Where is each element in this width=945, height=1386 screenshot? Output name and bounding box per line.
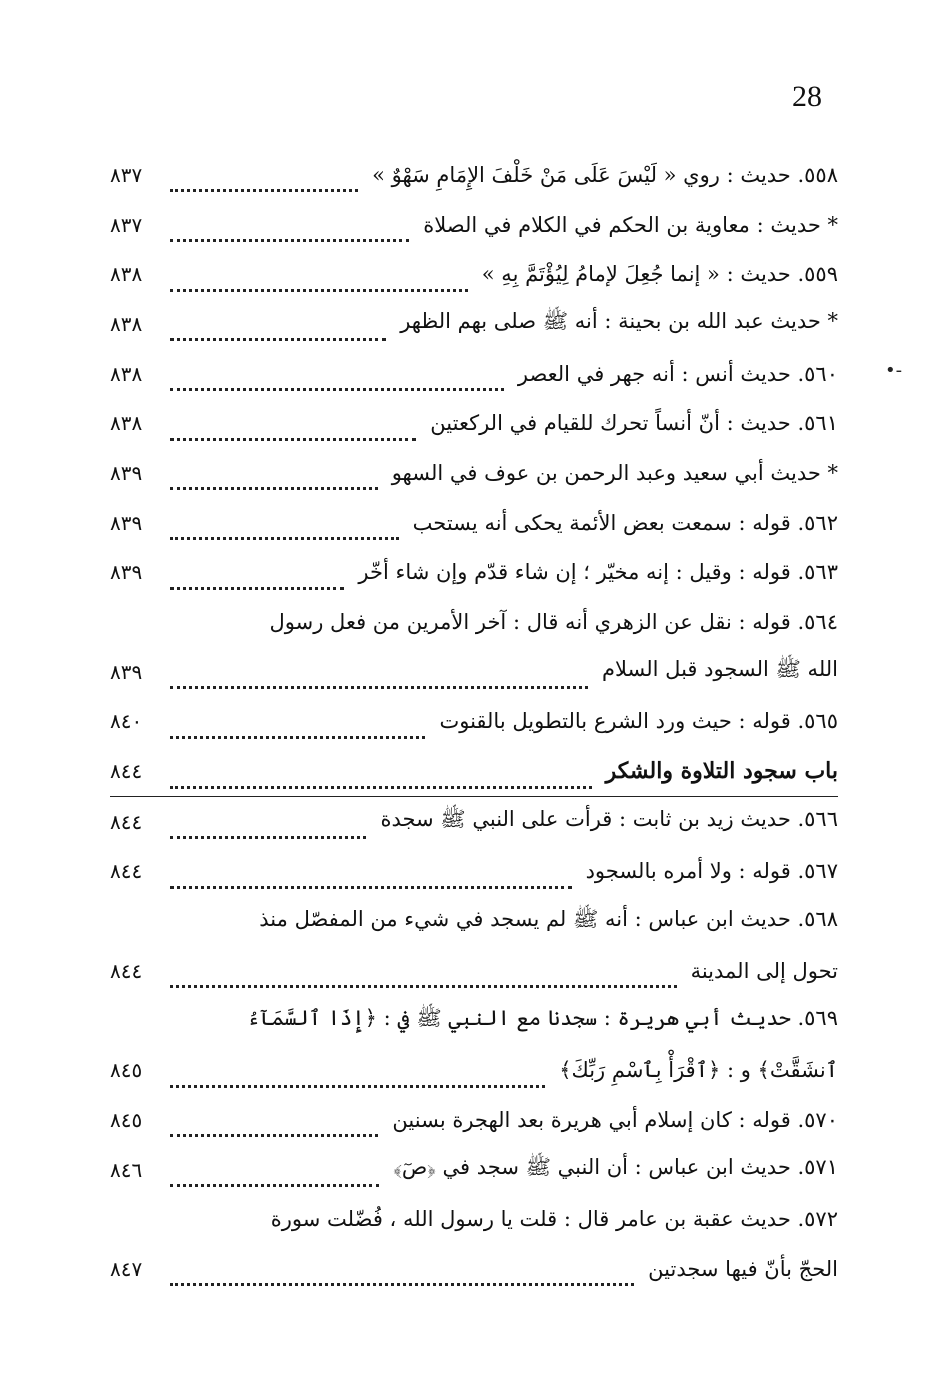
toc-entry bbox=[110, 448, 838, 498]
dot-leader bbox=[170, 666, 588, 689]
toc-entry bbox=[110, 1194, 838, 1244]
dot-leader bbox=[170, 1164, 379, 1187]
toc-page-ref: ٨٤٥ bbox=[110, 1058, 143, 1083]
toc-entry bbox=[110, 896, 838, 946]
toc-page-ref: ٨٣٨ bbox=[110, 411, 143, 436]
dot-leader bbox=[170, 866, 572, 889]
toc-page-ref: ٨٣٨ bbox=[110, 262, 143, 287]
toc-entry bbox=[110, 398, 838, 448]
toc-page-ref: ٨٤٥ bbox=[110, 1107, 143, 1132]
dot-leader bbox=[170, 1263, 634, 1286]
toc-section-heading bbox=[110, 746, 838, 797]
dot-leader bbox=[170, 1114, 378, 1137]
toc-page-ref: ٨٣٨ bbox=[110, 311, 143, 336]
dot-leader bbox=[170, 816, 366, 839]
toc-page-ref: ٨٣٨ bbox=[110, 361, 143, 386]
toc-entry bbox=[110, 1244, 838, 1294]
toc-entry bbox=[110, 1095, 838, 1145]
toc-page-ref: ٨٣٧ bbox=[110, 212, 143, 237]
toc-entry-text: ٱنشَقَّتْ﴾ و : ﴿ٱقْرَأْ بِٱسْمِ رَبِّكَ﴾ bbox=[559, 1058, 838, 1083]
toc-entry-text: باب سجود التلاوة والشكر bbox=[605, 758, 838, 785]
toc-entry bbox=[110, 597, 838, 647]
dot-leader bbox=[170, 965, 677, 988]
toc-entry-text: ٥٦٤. قوله : نقل عن الزهري أنه قال : آخر الأمرين من فعل رسول bbox=[269, 610, 838, 635]
toc-entry bbox=[110, 847, 838, 897]
toc-entry bbox=[110, 797, 838, 847]
toc-page-ref: ٨٣٩ bbox=[110, 460, 143, 485]
toc-entry bbox=[110, 299, 838, 349]
toc-page-ref: ٨٤٤ bbox=[110, 809, 143, 834]
toc-page-ref: ٨٤٤ bbox=[110, 759, 143, 784]
toc-entry bbox=[110, 946, 838, 996]
toc-entry bbox=[110, 150, 838, 200]
toc-entry-text: * حديث أبي سعيد وعبد الرحمن بن عوف في السهو bbox=[391, 460, 838, 485]
dot-leader bbox=[170, 418, 416, 441]
toc-entry bbox=[110, 697, 838, 747]
dot-leader bbox=[170, 269, 468, 292]
toc-entry bbox=[110, 498, 838, 548]
toc-entry-text: تحول إلى المدينة bbox=[690, 958, 838, 983]
toc-entry bbox=[110, 548, 838, 598]
toc-entry-text: ٥٦١. حديث : أنّ أنساً تحرك للقيام في الركعتين bbox=[430, 411, 838, 436]
toc-entry bbox=[110, 249, 838, 299]
toc-page-ref: ٨٤٦ bbox=[110, 1157, 143, 1182]
dot-leader bbox=[170, 766, 592, 789]
toc-page-ref: ٨٣٩ bbox=[110, 659, 143, 684]
toc-page-ref: ٨٤٧ bbox=[110, 1256, 143, 1281]
toc-entry-text: ٥٦٥. قوله : حيث ورد الشرع بالتطويل بالقنوت bbox=[439, 709, 838, 734]
dot-leader bbox=[170, 368, 504, 391]
toc-page-ref: ٨٣٩ bbox=[110, 510, 143, 535]
table-of-contents bbox=[110, 150, 838, 1294]
toc-entry bbox=[110, 1145, 838, 1195]
toc-entry-text: الحجّ بأنّ فيها سجدتين bbox=[648, 1256, 838, 1281]
toc-entry bbox=[110, 647, 838, 697]
dot-leader bbox=[170, 1065, 545, 1088]
dot-leader bbox=[170, 716, 425, 739]
toc-entry-text: ٥٥٨. حديث : روي « لَيْسَ عَلَى مَنْ خَلْفَ الإِمَامِ سَهْوٌ » bbox=[372, 162, 838, 187]
toc-page-ref: ٨٣٩ bbox=[110, 560, 143, 585]
toc-page-ref: ٨٤٤ bbox=[110, 859, 143, 884]
toc-entry-text: ٥٦٣. قوله : وقيل : إنه مخيّر ؛ إن شاء قدّم وإن شاء أخّر bbox=[358, 560, 838, 585]
dot-leader bbox=[170, 219, 409, 242]
toc-entry bbox=[110, 200, 838, 250]
dot-leader bbox=[170, 318, 386, 341]
toc-entry-text: ٥٥٩. حديث : « إنما جُعِلَ لإمامُ لِيُؤْتَمَّ بِهِ » bbox=[481, 262, 838, 287]
page-number: 28 bbox=[792, 80, 822, 113]
toc-entry-text: ٥٧١. حديث ابن عباس : أن النبي ﷺ سجد في ﴿صٓ﴾ bbox=[393, 1155, 838, 1180]
toc-entry bbox=[110, 1045, 838, 1095]
toc-entry-text: ٥٦٢. قوله : سمعت بعض الأئمة يحكى أنه يستحب bbox=[412, 510, 838, 535]
toc-entry-text: ٥٦٦. حديث زيد بن ثابت : قرأت على النبي ﷺ سجدة bbox=[380, 807, 838, 832]
toc-page-ref: ٨٤٠ bbox=[110, 709, 143, 734]
dot-leader bbox=[170, 467, 378, 490]
toc-entry-text: ٥٦٩. حديث أبي هريرة : سجدنا مع النبي ﷺ في : ﴿إِذَا ٱلسَّمَآءُ bbox=[247, 1006, 838, 1031]
toc-page-ref: ٨٣٧ bbox=[110, 162, 143, 187]
toc-entry bbox=[110, 349, 838, 399]
toc-entry-text: * حديث : معاوية بن الحكم في الكلام في الصلاة bbox=[423, 212, 838, 237]
dot-leader bbox=[170, 169, 358, 192]
toc-entry-text: ٥٦٨. حديث ابن عباس : أنه ﷺ لم يسجد في شيء من المفصّل منذ bbox=[259, 906, 838, 931]
toc-entry-text: ٥٦٧. قوله : ولا أمره بالسجود bbox=[585, 859, 838, 884]
margin-mark: •- bbox=[885, 360, 903, 381]
toc-entry-text: ٥٧٢. حديث عقبة بن عامر قال : قلت يا رسول الله ، فُضّلت سورة bbox=[270, 1207, 838, 1232]
toc-entry-text: ٥٧٠. قوله : كان إسلام أبي هريرة بعد الهجرة بسنين bbox=[392, 1107, 838, 1132]
toc-entry bbox=[110, 996, 838, 1046]
dot-leader bbox=[170, 567, 344, 590]
toc-page-ref: ٨٤٤ bbox=[110, 958, 143, 983]
toc-entry-text: ٥٦٠. حديث أنس : أنه جهر في العصر bbox=[517, 361, 838, 386]
toc-entry-text: * حديث عبد الله بن بحينة : أنه ﷺ صلى بهم الظهر bbox=[400, 309, 838, 334]
toc-entry-text: الله ﷺ السجود قبل السلام bbox=[601, 657, 838, 682]
dot-leader bbox=[170, 517, 399, 540]
